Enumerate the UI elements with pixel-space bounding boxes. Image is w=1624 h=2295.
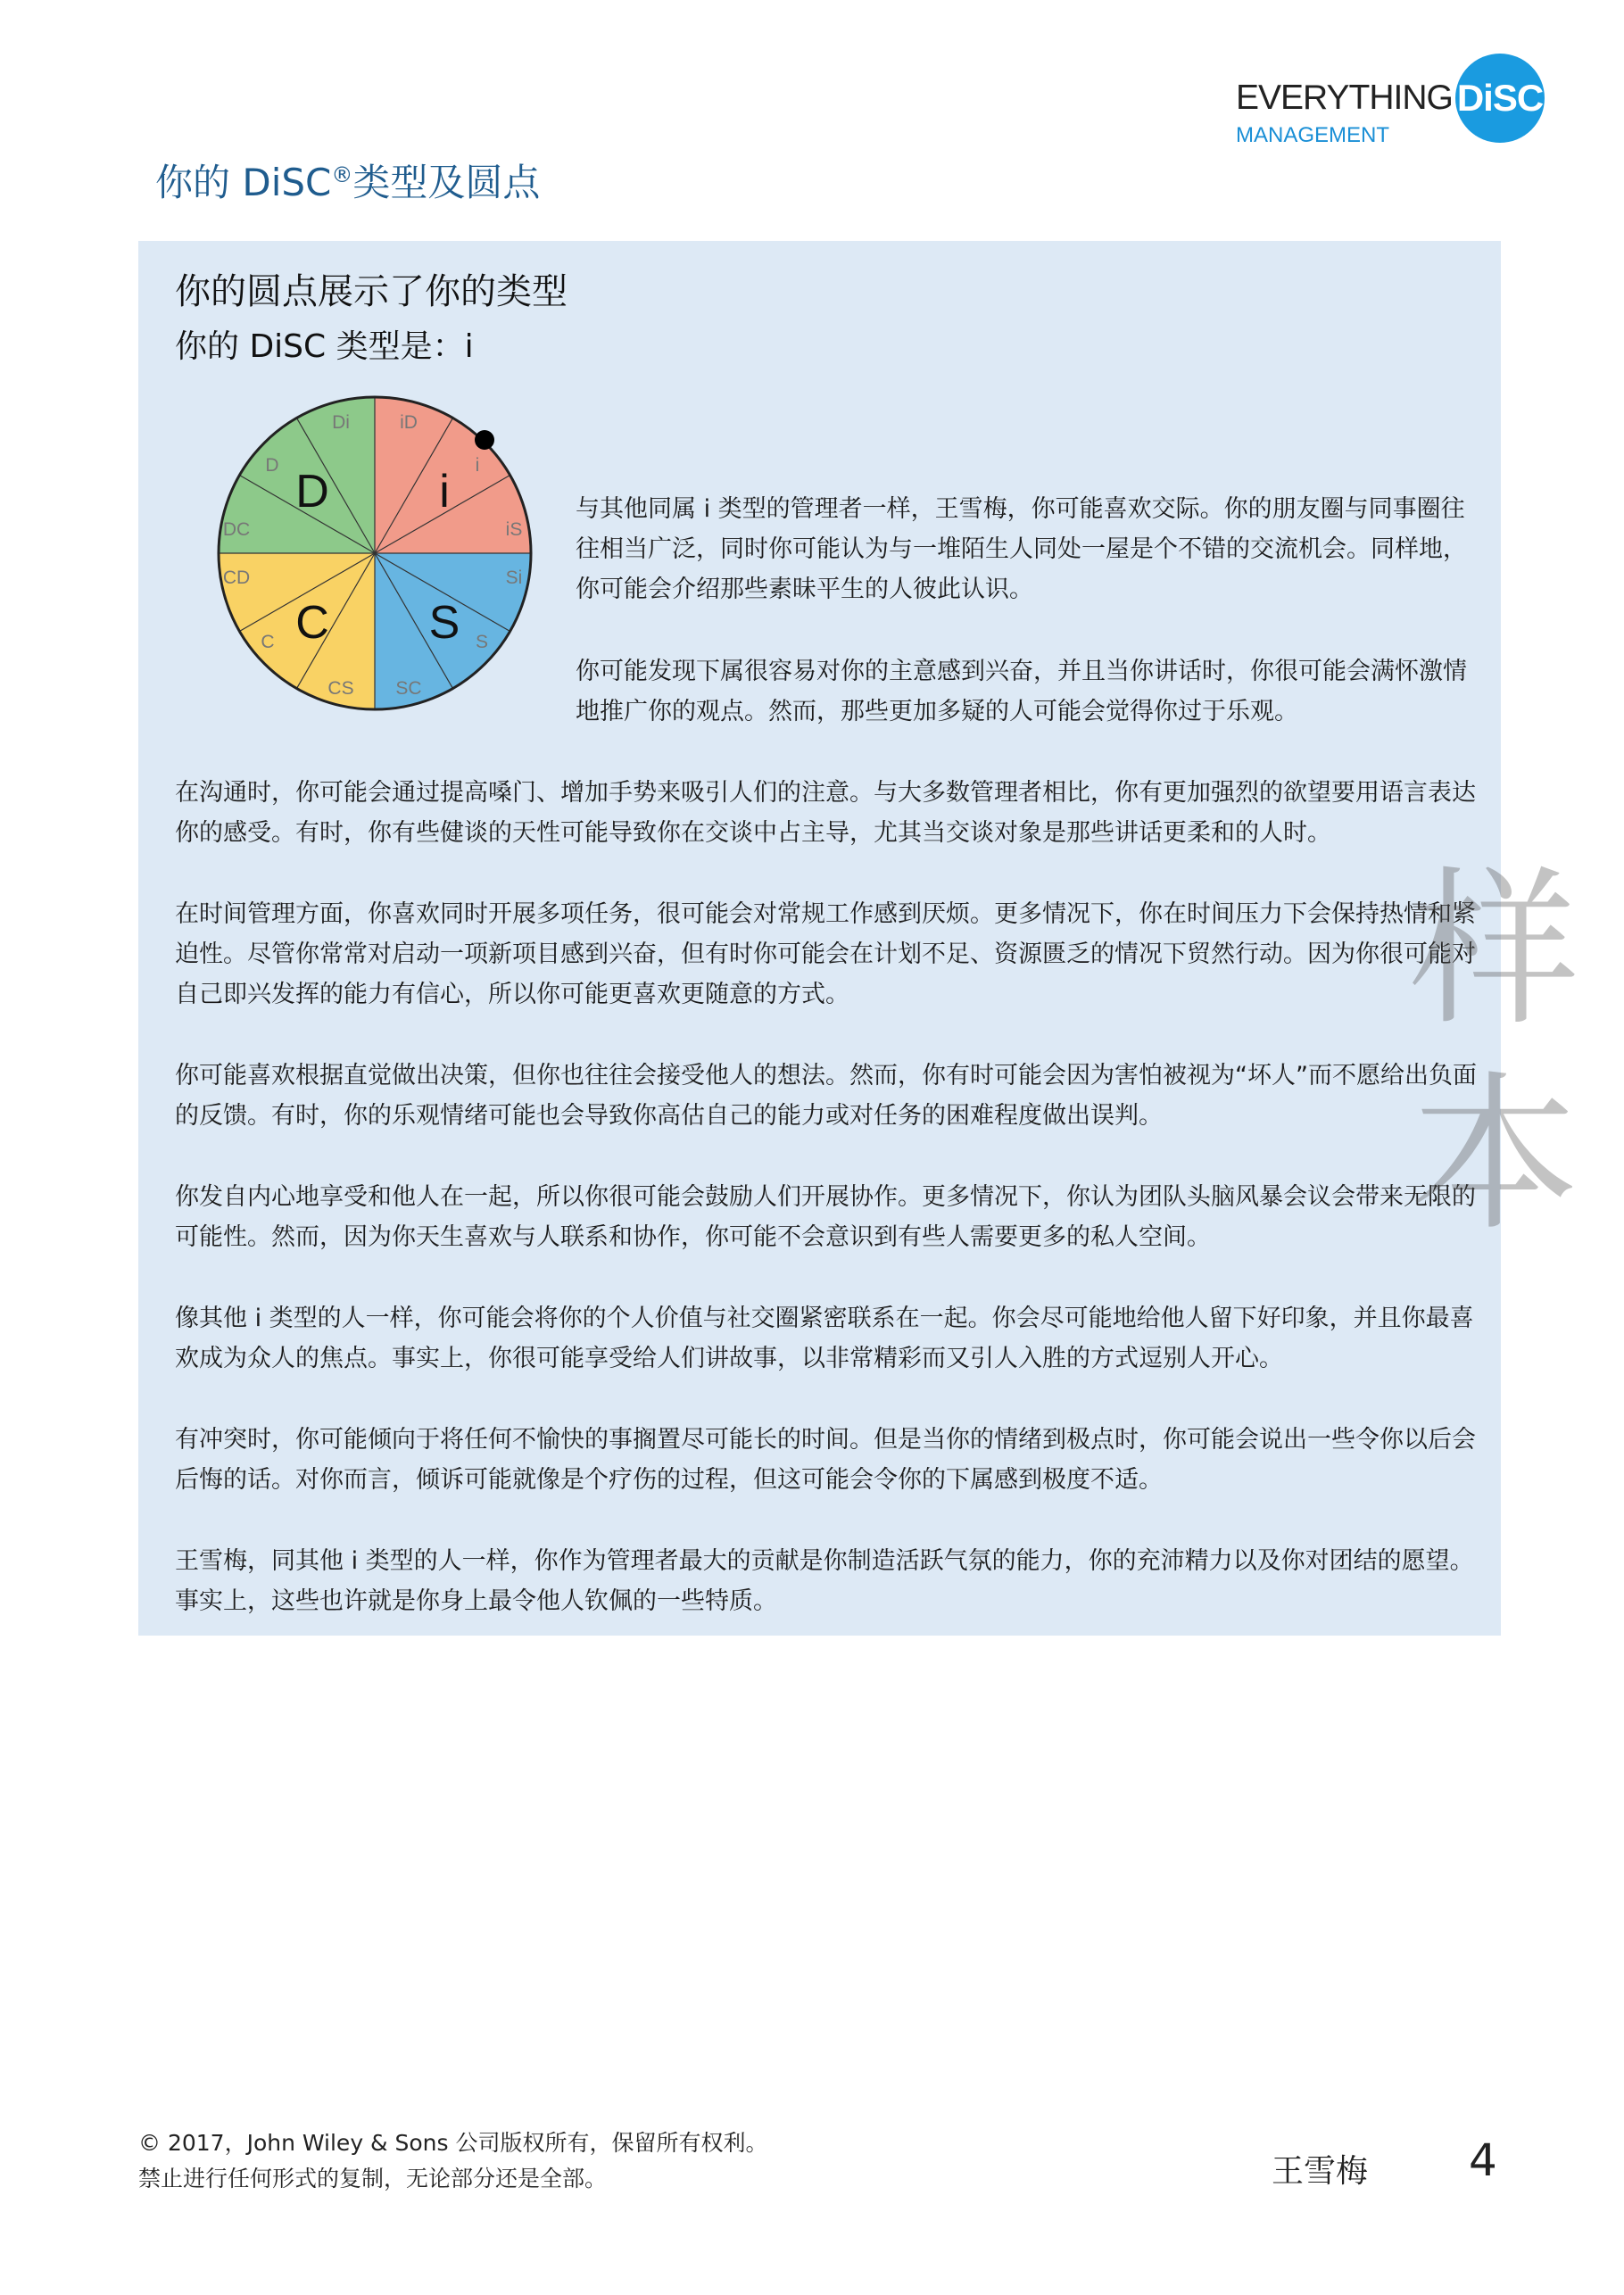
paragraph-2: 你可能发现下属很容易对你的主意感到兴奋，并且当你讲话时，你很可能会满怀激情地推广你的观点。然而，那些更加多疑的人可能会觉得你过于乐观。 (576, 658, 1467, 725)
logo-everything-text: EVERYTHING (1236, 79, 1453, 117)
paragraph-6: 你发自内心地享受和他人在一起，所以你很可能会鼓励人们开展协作。更多情况下，你认为团队头脑风暴会议会带来无限的可能性。然而，因为你天生喜欢与人联系和协作，你可能不会意识到有些人需要更多的私人空间。 (175, 1183, 1476, 1251)
sample-watermark (1388, 848, 1602, 1276)
segment-label-i: i (475, 455, 480, 476)
registered-mark: ® (331, 162, 353, 187)
quadrant-letter-s: S (428, 597, 460, 649)
watermark-char-2: 本 (1409, 1056, 1579, 1254)
quadrant-letter-c: C (295, 597, 329, 649)
quadrant-letter-d: D (295, 466, 329, 518)
copyright-line-2: 禁止进行任何形式的复制，无论部分还是全部。 (138, 2166, 608, 2191)
segment-label-cd: CD (222, 568, 251, 588)
paragraph-9: 王雪梅，同其他 i 类型的人一样，你作为管理者最大的贡献是你制造活跃气氛的能力，你的充沛精力以及你对团结的愿望。事实上，这些也许就是你身上最令他人钦佩的一些特质。 (175, 1547, 1474, 1615)
paragraph-1: 与其他同属 i 类型的管理者一样，王雪梅，你可能喜欢交际。你的朋友圈与同事圈往往相当广泛，同时你可能认为与一堆陌生人同处一屋是个不错的交流机会。同样地，你可能会介绍那些素昧平生的人彼此认识。 (576, 495, 1467, 603)
paragraph-5: 你可能喜欢根据直觉做出决策，但你也往往会接受他人的想法。然而，你有时可能会因为害怕被视为“坏人”而不愿给出负面的反馈。有时，你的乐观情绪可能也会导致你高估自己的能力或对任务的困难程度做出误判。 (175, 1062, 1477, 1130)
page-number: 4 (1469, 2134, 1497, 2186)
paragraph-4: 在时间管理方面，你喜欢同时开展多项任务，很可能会对常规工作感到厌烦。更多情况下，你在时间压力下会保持热情和紧迫性。尽管你常常对启动一项新项目感到兴奋，但有时你可能会在计划不足、资源匮乏的情况下贸然行动。因为你很可能对自己即兴发挥的能力有信心，所以你可能更喜欢更随意的方式。 (175, 900, 1476, 1008)
segment-label-s: S (475, 632, 489, 652)
segment-label-c: C (261, 632, 275, 652)
paragraph-7: 像其他 i 类型的人一样，你可能会将你的个人价值与社交圈紧密联系在一起。你会尽可能地给他人留下好印象，并且你最喜欢成为众人的焦点。事实上，你很可能享受给人们讲故事，以非常精彩而又引人入胜的方式逗别人开心。 (175, 1305, 1474, 1372)
panel-heading: 你的圆点展示了你的类型 (175, 271, 568, 312)
segment-label-is: iS (505, 519, 523, 540)
segment-label-d: D (265, 455, 279, 476)
page-title (155, 153, 540, 207)
page-title-prefix: 你的 DiSC (155, 161, 332, 204)
segment-label-di: Di (332, 412, 350, 433)
disc-circle-chart (205, 384, 544, 723)
segment-label-sc: SC (395, 678, 422, 699)
user-dot (475, 430, 494, 450)
segment-label-si: Si (505, 568, 523, 588)
segment-label-dc: DC (222, 519, 251, 540)
logo-disc-text: DiSC (1456, 77, 1544, 119)
paragraph-3: 在沟通时，你可能会通过提高嗓门、增加手势来吸引人们的注意。与大多数管理者相比，你有更加强烈的欲望要用语言表达你的感受。有时，你有些健谈的天性可能导致你在交谈中占主导，尤其当交谈对象是那些讲话更柔和的人时。 (175, 779, 1476, 847)
segment-label-cs: CS (327, 678, 354, 699)
panel-subheading: 你的 DiSC 类型是：i (175, 328, 474, 365)
copyright-line-1: © 2017，John Wiley & Sons 公司版权所有，保留所有权利。 (138, 2130, 768, 2156)
quadrant-letter-i: i (439, 466, 450, 518)
watermark-char-1: 样 (1409, 851, 1579, 1048)
logo-management-text: MANAGEMENT (1236, 123, 1390, 147)
segment-label-id: iD (400, 412, 418, 433)
footer-participant-name: 王雪梅 (1272, 2153, 1369, 2190)
paragraph-8: 有冲突时，你可能倾向于将任何不愉快的事搁置尽可能长的时间。但是当你的情绪到极点时，你可能会说出一些令你以后会后悔的话。对你而言，倾诉可能就像是个疗伤的过程，但这可能会令你的下属感到极度不适。 (175, 1426, 1476, 1494)
footer-copyright (138, 2125, 767, 2197)
page-title-suffix: 类型及圆点 (352, 161, 541, 204)
everything-disc-logo (1231, 54, 1553, 152)
